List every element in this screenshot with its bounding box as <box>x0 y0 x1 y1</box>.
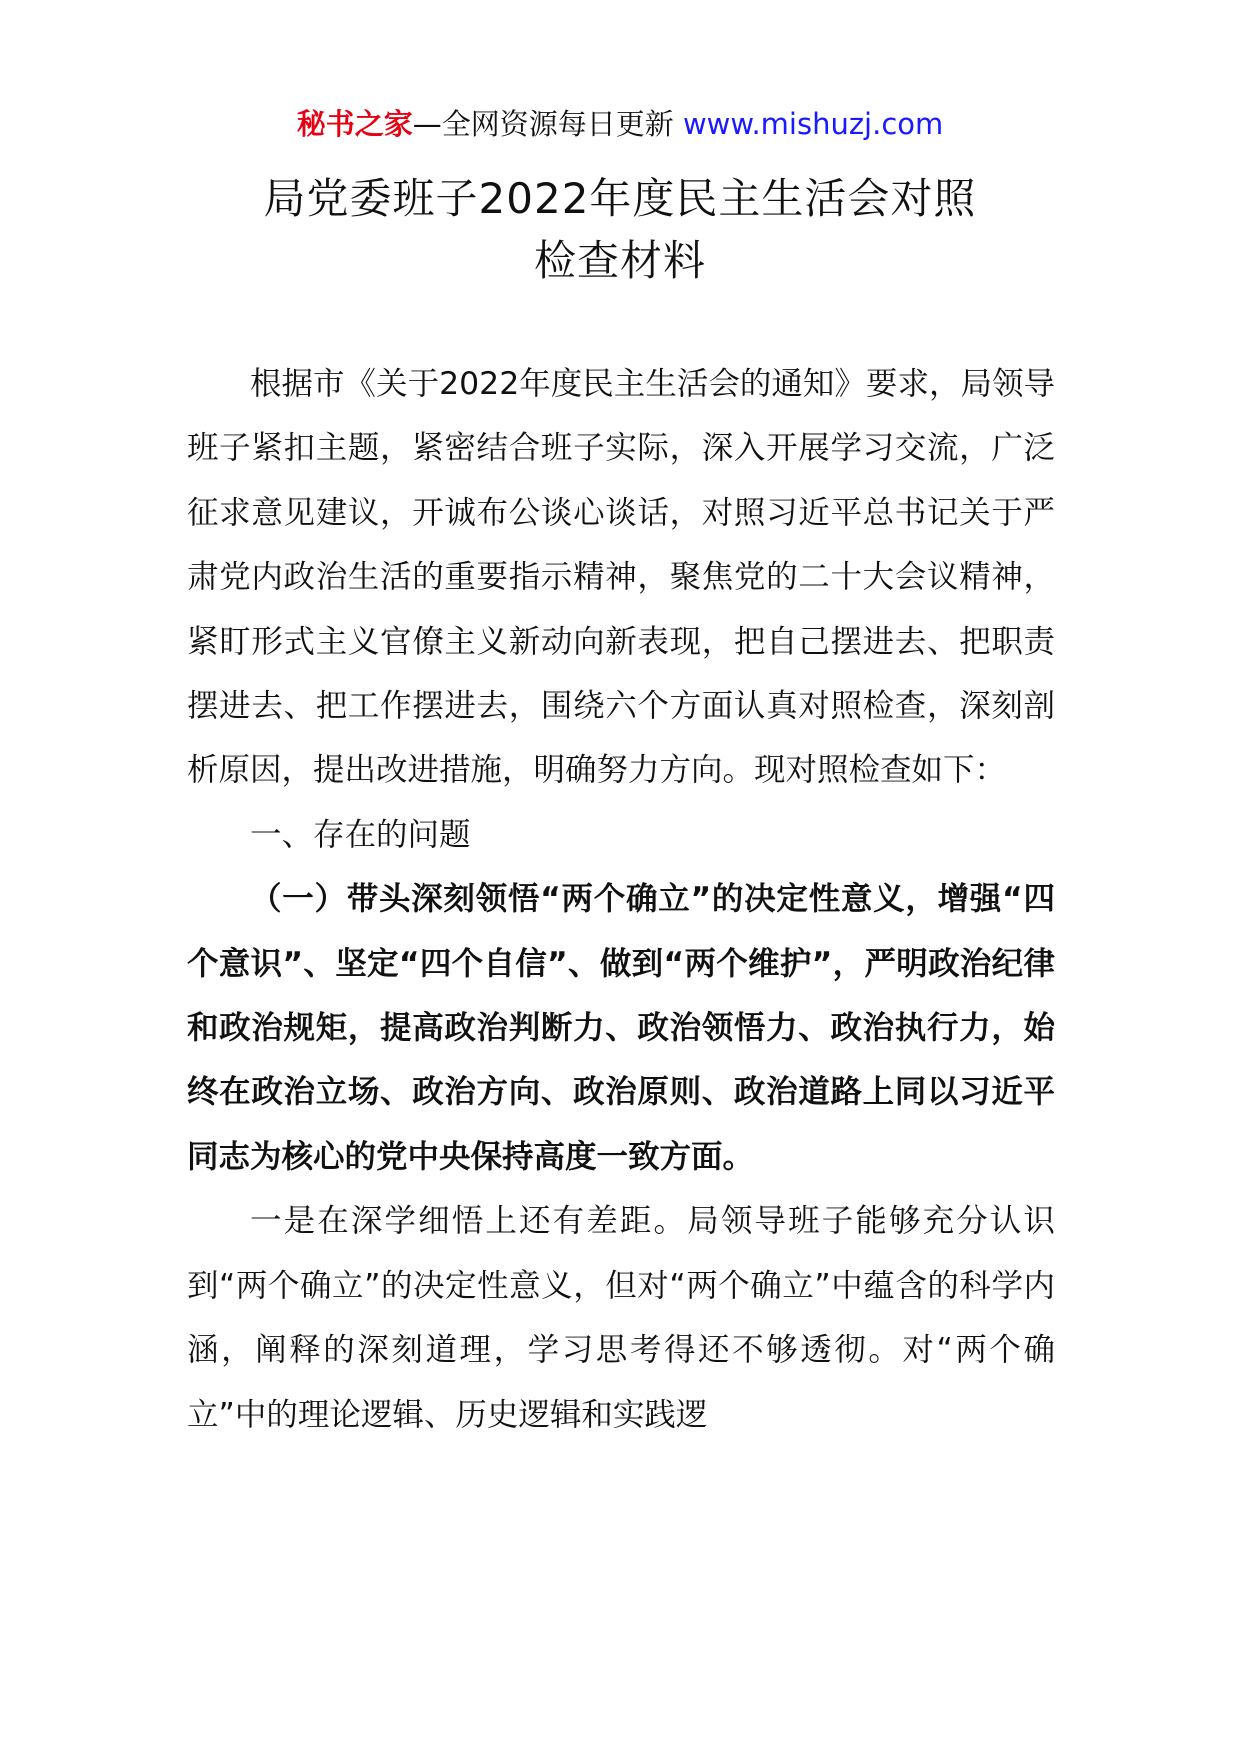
brand-name: 秘书之家 <box>296 107 413 141</box>
title-line-2: 检查材料 <box>533 236 706 285</box>
section-heading: 一、存在的问题 <box>250 816 471 853</box>
body-paragraph: 一是在深学细悟上还有差距。局领导班子能够充分认识到“两个确立”的决定性意义，但对“两个确立”中蕴含的科学内涵，阐释的深刻道理，学习思考得还不够透彻。对“两个确立”中的理论逻辑、历史逻辑和实践逻 <box>187 1203 1055 1433</box>
document-body <box>187 352 1055 1447</box>
watermark-header <box>0 104 1240 144</box>
header-slogan: —全网资源每日更新 <box>412 107 683 141</box>
website-link[interactable]: www.mishuzj.com <box>682 107 944 141</box>
subsection-heading: （一）带头深刻领悟“两个确立”的决定性意义，增强“四个意识”、坚定“四个自信”、做到“两个维护”，严明政治纪律和政治规矩，提高政治判断力、政治领悟力、政治执行力，始终在政治立场、政治方向、政治原则、政治道路上同以习近平同志为核心的党中央保持高度一致方面。 <box>187 881 1055 1175</box>
document-title <box>0 168 1240 292</box>
intro-paragraph: 根据市《关于2022年度民主生活会的通知》要求，局领导班子紧扣主题，紧密结合班子实际，深入开展学习交流，广泛征求意见建议，开诚布公谈心谈话，对照习近平总书记关于严肃党内政治生活的重要指示精神，聚焦党的二十大会议精神，紧盯形式主义官僚主义新动向新表现，把自己摆进去、把职责摆进去、把工作摆进去，围绕六个方面认真对照检查，深刻剖析原因，提出改进措施，明确努力方向。现对照检查如下： <box>187 366 1055 789</box>
title-line-1: 局党委班子2022年度民主生活会对照 <box>263 174 977 223</box>
